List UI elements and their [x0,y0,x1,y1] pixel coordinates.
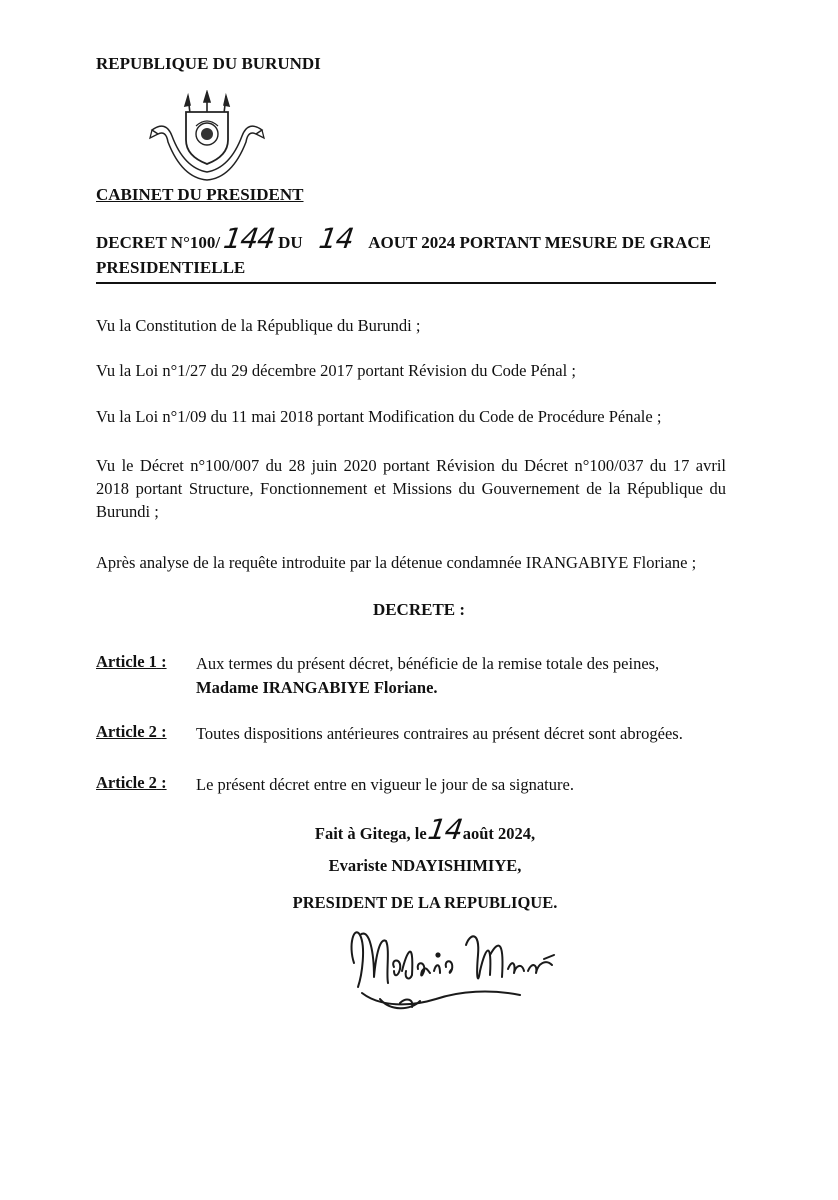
decrete-heading: DECRETE : [372,600,466,619]
country-heading: REPUBLIQUE DU BURUNDI [96,54,321,73]
signature-day-handwritten: 14 [425,813,464,846]
article-text: Toutes dispositions antérieures contraires au présent décret sont abrogées. [196,724,683,743]
article-label: Article 2 : [96,773,167,792]
decree-title [96,222,726,280]
decree-day-handwritten: 14 [316,222,356,255]
decree-title-suffix: AOUT 2024 PORTANT MESURE DE GRACE [368,233,711,252]
consideration-item: Vu le Décret n°100/007 du 28 juin 2020 portant Révision du Décret n°100/037 du 17 avril 2018 portant Structure, Fonctionnement et Missions du Gouvernement de la République du Burundi ; [96,456,726,521]
article-text [196,652,726,700]
coat-of-arms-icon [148,90,266,182]
title-divider [96,282,716,284]
article-1-beneficiary: Madame IRANGABIYE Floriane. [196,678,438,697]
article-1-text: Aux termes du présent décret, bénéficie de la remise totale des peines, [196,654,660,673]
article-label: Article 2 : [96,722,167,741]
handwritten-signature-icon [340,915,580,1015]
article-text: Le présent décret entre en vigueur le jour de sa signature. [196,775,574,794]
consideration-item: Vu la Loi n°1/09 du 11 mai 2018 portant Modification du Code de Procédure Pénale ; [96,407,662,426]
decree-title-prefix: DECRET N°100/ [96,233,221,252]
article-label: Article 1 : [96,652,167,671]
consideration-item: Vu la Loi n°1/27 du 29 décembre 2017 portant Révision du Code Pénal ; [96,361,576,380]
decree-title-du: DU [278,233,303,252]
signatory-title: PRESIDENT DE LA REPUBLIQUE. [292,893,558,912]
decree-title-line2: PRESIDENTIELLE [96,258,246,277]
place-date-line: Fait à Gitega, le14août 2024, [314,813,536,846]
cabinet-heading: CABINET DU PRESIDENT [96,185,304,204]
decree-number-handwritten: 144 [221,222,277,255]
signatory-name: Evariste NDAYISHIMIYE, [328,856,522,875]
consideration-item: Après analyse de la requête introduite par la détenue condamnée IRANGABIYE Floriane ; [96,553,697,572]
consideration-item: Vu la Constitution de la République du Burundi ; [96,316,421,335]
